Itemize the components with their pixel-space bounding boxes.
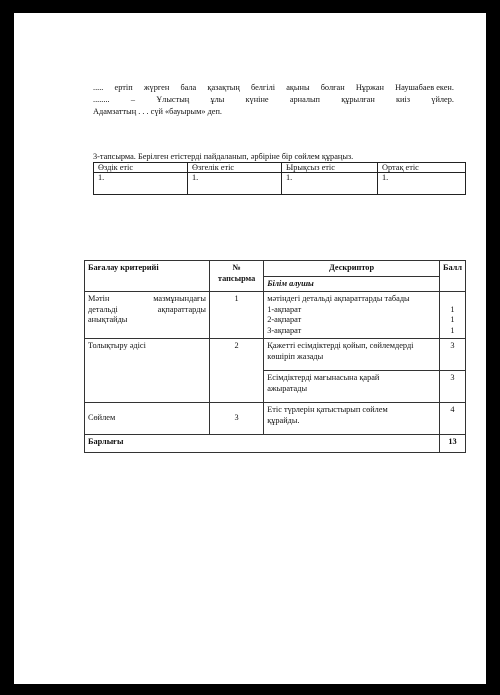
task-number: 2 <box>209 339 263 403</box>
paragraph-line: Адамзаттың . . . сүй «бауырым» деп. <box>93 107 222 116</box>
task-3-instruction: 3-тапсырма. Берілген етістерді пайдаланып, әрбіріне бір сөйлем құраңыз. <box>93 152 354 161</box>
verb-table-header: Өзгелік етіс <box>188 163 282 173</box>
descriptor: мәтіндегі детальді ақпараттарды табады 1-ақпарат 2-ақпарат 3-ақпарат <box>264 292 440 339</box>
verb-table-cell: 1. <box>282 173 378 195</box>
header-task-number: № тапсырма <box>209 261 263 292</box>
descriptor: Етіс түрлерін қатыстырып сөйлем құрайды. <box>264 403 440 435</box>
verb-table <box>93 162 466 195</box>
criterion-2: Толықтыру әдісі <box>85 339 210 403</box>
score: 1 1 1 <box>439 292 465 339</box>
verb-table-header: Өздік етіс <box>94 163 188 173</box>
paragraph-line: ..... ертіп жүрген бала қазақтың белгілі ақыны болған Нұржан Наушабаев екен. <box>93 83 454 92</box>
task-number: 3 <box>209 403 263 435</box>
verb-table-cell: 1. <box>188 173 282 195</box>
verb-table-header: Ортақ етіс <box>378 163 466 173</box>
total-score: 13 <box>439 435 465 453</box>
verb-table-cell: 1. <box>378 173 466 195</box>
paragraph-line: ........ – Ұлыстың ұлы күніне арналып құрылған киіз үйлер. <box>93 95 454 104</box>
text-paragraph <box>93 82 454 118</box>
criterion-1: Мәтін мазмұнындағы детальді ақпараттарды анықтайды <box>85 292 210 339</box>
descriptor: Қажетті есімдіктерді қойып, сөйлемдерді көшіріп жазады <box>264 339 440 371</box>
task-number: 1 <box>209 292 263 339</box>
score: 3 <box>439 371 465 403</box>
score: 4 <box>439 403 465 435</box>
criterion-3: Сөйлем <box>85 403 210 435</box>
header-knowledge: Білім алушы <box>264 276 440 292</box>
criteria-table <box>84 260 466 453</box>
document-page <box>14 13 486 684</box>
header-criteria: Бағалау критерийі <box>85 261 210 292</box>
header-descriptor: Дескриптор <box>264 261 440 277</box>
verb-table-header: Ырықсыз етіс <box>282 163 378 173</box>
descriptor: Есімдіктерді мағынасына қарай ажыратады <box>264 371 440 403</box>
verb-table-cell: 1. <box>94 173 188 195</box>
score: 3 <box>439 339 465 371</box>
header-score: Балл <box>439 261 465 292</box>
total-label: Барлығы <box>85 435 440 453</box>
